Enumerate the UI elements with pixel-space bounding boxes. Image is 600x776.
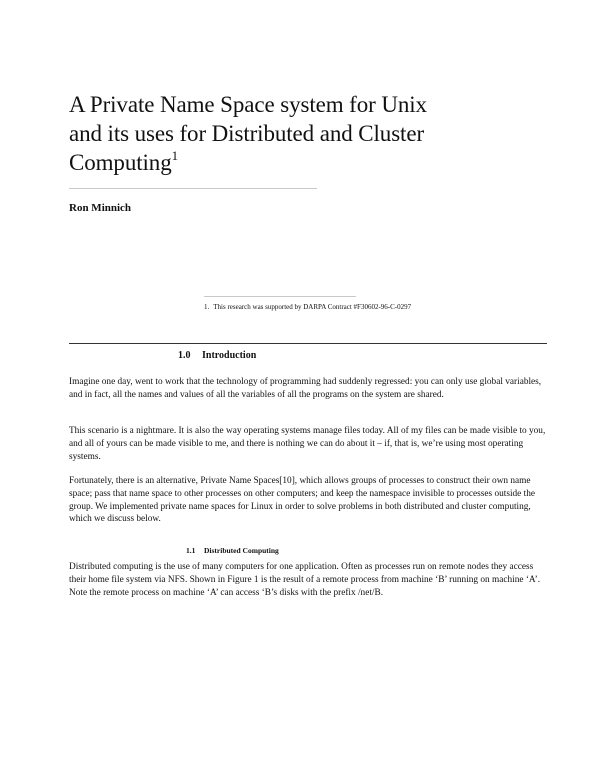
intro-paragraph-1: Imagine one day, went to work that the technology of programming had suddenly regressed: you can only use global variables, and in fact, all the names and values of all the variables of all the programs on the system are shared. <box>69 377 542 400</box>
section-divider <box>69 343 547 344</box>
title-footnote-marker: 1 <box>171 148 179 163</box>
intro-paragraph-3: Fortunately, there is an alternative, Private Name Spaces[10], which allows groups of processes to construct their own name space; pass that name space to other processes on other computers; and keep the namespace invisible to processes outside the group. We implemented private name spaces for Linux in order to solve problems in both distributed and cluster computing, which we discuss below. <box>69 476 535 525</box>
subsection-heading <box>186 546 279 555</box>
subsection-title: Distributed Computing <box>204 546 279 555</box>
footnote-divider <box>204 296 356 297</box>
distributed-paragraph-1: Distributed computing is the use of many computers for one application. Often as processes run on remote nodes they access their home file system via NFS. Shown in Figure 1 is the result of a remote process from machine ‘B’ running on machine ‘A’. Note the remote process on machine ‘A’ can access ‘B’s disks with the prefix /net/B. <box>69 562 541 598</box>
footnote-text: This research was supported by DARPA Contract #F30602-96-C-0297 <box>213 303 412 311</box>
title-line-3 <box>69 148 469 180</box>
title-line-1: A Private Name Space system for Unix <box>69 92 427 117</box>
paper-title <box>69 90 469 180</box>
section-heading <box>178 350 256 361</box>
subsection-number: 1.1 <box>186 546 196 555</box>
footnote-number: 1. <box>204 303 210 311</box>
intro-paragraph-2: This scenario is a nightmare. It is also the way operating systems manage files today. All of my files can be made visible to you, and all of yours can be made visible to me, and there is nothing we can do about it – if, that is, we’re using most operating systems. <box>69 426 546 462</box>
section-number: 1.0 <box>178 350 191 361</box>
footnote <box>204 303 411 311</box>
title-line-2: and its uses for Distributed and Cluster <box>69 121 425 146</box>
author-name: Ron Minnich <box>69 202 132 214</box>
section-title: Introduction <box>202 350 257 361</box>
title-divider <box>69 188 317 189</box>
title-line-3-text: Computing <box>69 150 172 175</box>
